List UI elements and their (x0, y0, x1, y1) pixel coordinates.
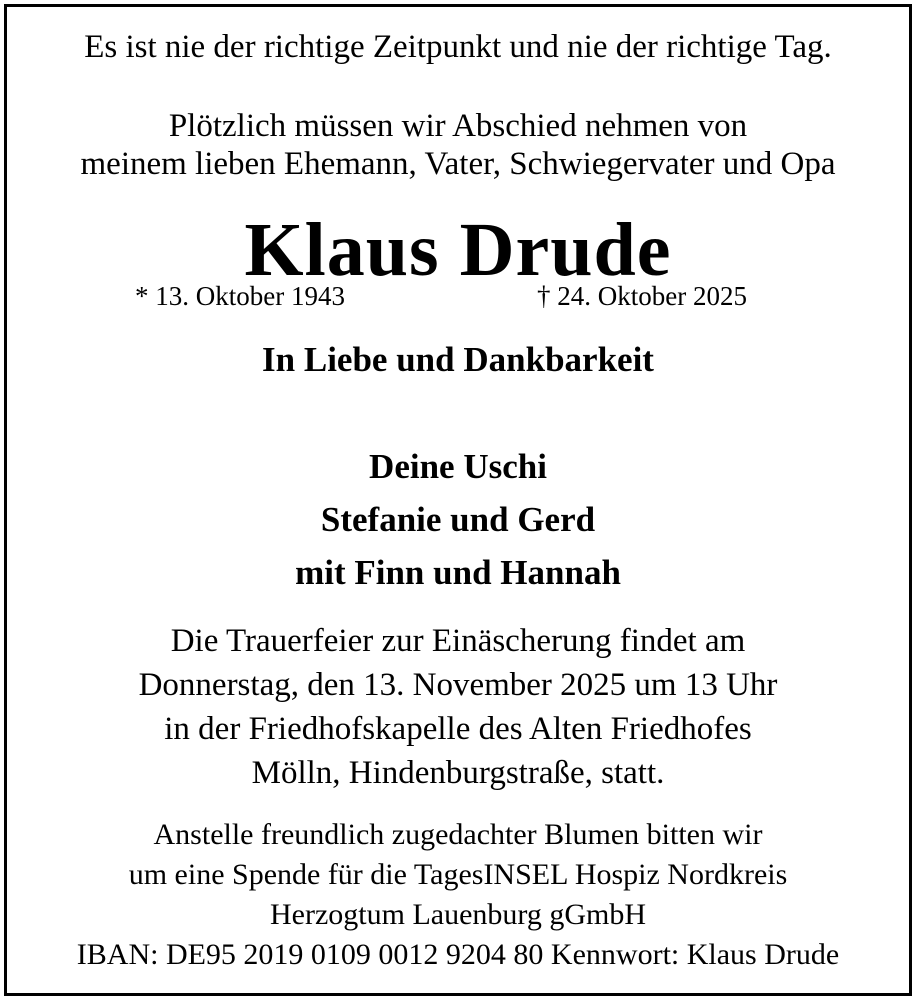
ceremony-line: Mölln, Hindenburgstraße, statt. (251, 755, 665, 791)
mourner-line: Stefanie und Gerd (320, 500, 596, 539)
dedication: In Liebe und Dankbarkeit (262, 340, 654, 379)
donation-line: Herzogtum Lauenburg gGmbH (269, 898, 647, 931)
birth-date: * 13. Oktober 1943 (135, 281, 345, 311)
ceremony-line: Die Trauerfeier zur Einäscherung findet am (170, 623, 746, 659)
intro-line-1: Es ist nie der richtige Zeitpunkt und nie der richtige Tag. (84, 29, 832, 65)
intro-line-3: meinem lieben Ehemann, Vater, Schwiegervater und Opa (80, 146, 836, 182)
ceremony-line: Donnerstag, den 13. November 2025 um 13 Uhr (138, 667, 778, 703)
donation-line: um eine Spende für die TagesINSEL Hospiz Nordkreis (128, 858, 788, 891)
death-date: † 24. Oktober 2025 (537, 281, 747, 311)
mourner-line: mit Finn und Hannah (295, 553, 621, 592)
mourner-line: Deine Uschi (369, 447, 547, 486)
ceremony-line: in der Friedhofskapelle des Alten Friedhofes (164, 711, 752, 747)
donation-line: Anstelle freundlich zugedachter Blumen bitten wir (153, 818, 763, 851)
intro-line-2: Plötzlich müssen wir Abschied nehmen von (168, 108, 748, 144)
deceased-name: Klaus Drude (244, 208, 672, 292)
donation-iban: IBAN: DE95 2019 0109 0012 9204 80 Kennwort: Klaus Drude (76, 938, 840, 971)
